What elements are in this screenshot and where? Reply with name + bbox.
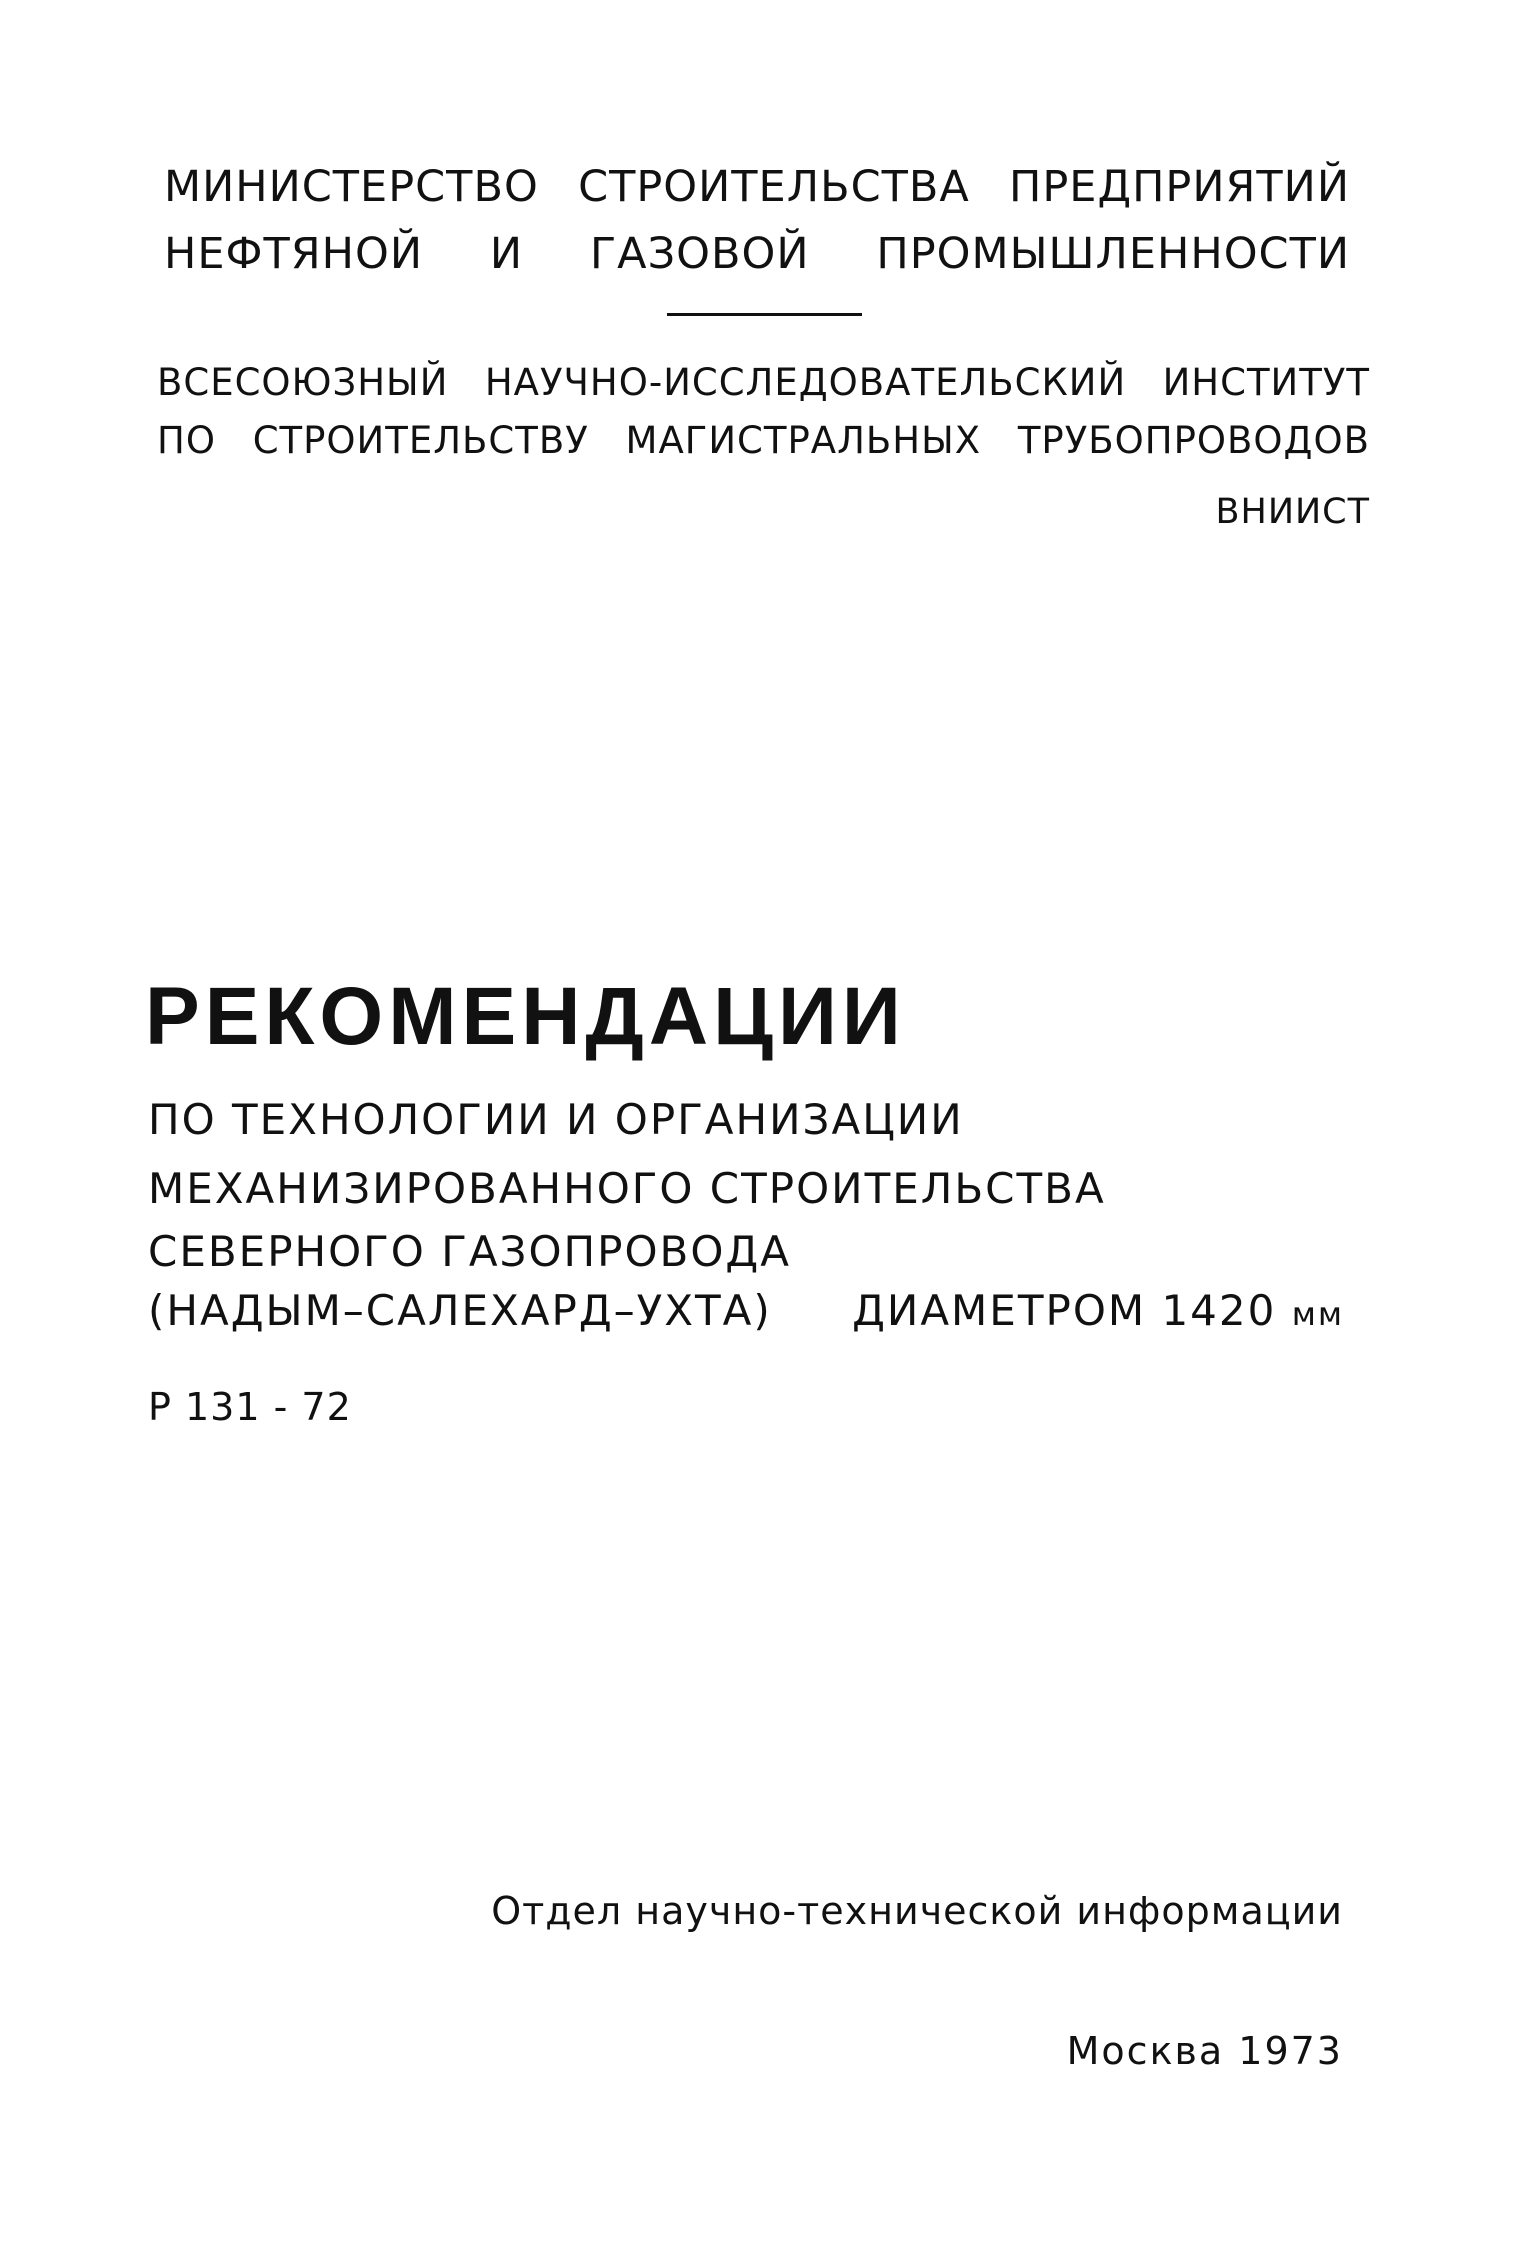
institute-word: ПО (157, 419, 216, 462)
institute-line-2 (157, 419, 1370, 462)
institute-line-1 (157, 361, 1370, 404)
ministry-word: ГАЗОВОЙ (589, 229, 810, 279)
publishing-department: Отдел научно-технической информации (491, 1889, 1343, 1933)
pipeline-route: (НАДЫМ–САЛЕХАРД–УХТА) (148, 1286, 772, 1335)
institute-word: НАУЧНО-ИССЛЕДОВАТЕЛЬСКИЙ (484, 361, 1127, 404)
subtitle-line-3: СЕВЕРНОГО ГАЗОПРОВОДА (148, 1227, 791, 1276)
ministry-word: ПРОМЫШЛЕННОСТИ (876, 229, 1350, 279)
ministry-word: ПРЕДПРИЯТИЙ (1009, 162, 1350, 212)
header-divider (667, 313, 862, 316)
institute-word: ТРУБОПРОВОДОВ (1017, 419, 1370, 462)
institute-abbreviation: ВНИИСТ (1215, 492, 1370, 532)
pipeline-diameter: ДИАМЕТРОМ 1420 (852, 1286, 1277, 1335)
subtitle-line-4 (148, 1286, 1344, 1335)
ministry-line-2 (164, 229, 1350, 279)
institute-word: ИНСТИТУТ (1162, 361, 1370, 404)
ministry-word: МИНИСТЕРСТВО (164, 162, 539, 212)
pipeline-diameter-group (852, 1286, 1344, 1335)
ministry-word: СТРОИТЕЛЬСТВА (578, 162, 970, 212)
subtitle-line-1: ПО ТЕХНОЛОГИИ И ОРГАНИЗАЦИИ (148, 1095, 964, 1144)
ministry-line-1 (164, 162, 1350, 212)
institute-word: МАГИСТРАЛЬНЫХ (625, 419, 982, 462)
document-number: Р 131 - 72 (148, 1385, 352, 1429)
ministry-word: И (489, 229, 524, 279)
institute-word: ВСЕСОЮЗНЫЙ (157, 361, 449, 404)
ministry-word: НЕФТЯНОЙ (164, 229, 424, 279)
institute-word: СТРОИТЕЛЬСТВУ (252, 419, 589, 462)
diameter-units: мм (1291, 1295, 1344, 1333)
city-and-year: Москва 1973 (1066, 2029, 1343, 2073)
subtitle-line-2: МЕХАНИЗИРОВАННОГО СТРОИТЕЛЬСТВА (148, 1164, 1106, 1213)
document-title: РЕКОМЕНДАЦИИ (145, 971, 906, 1062)
